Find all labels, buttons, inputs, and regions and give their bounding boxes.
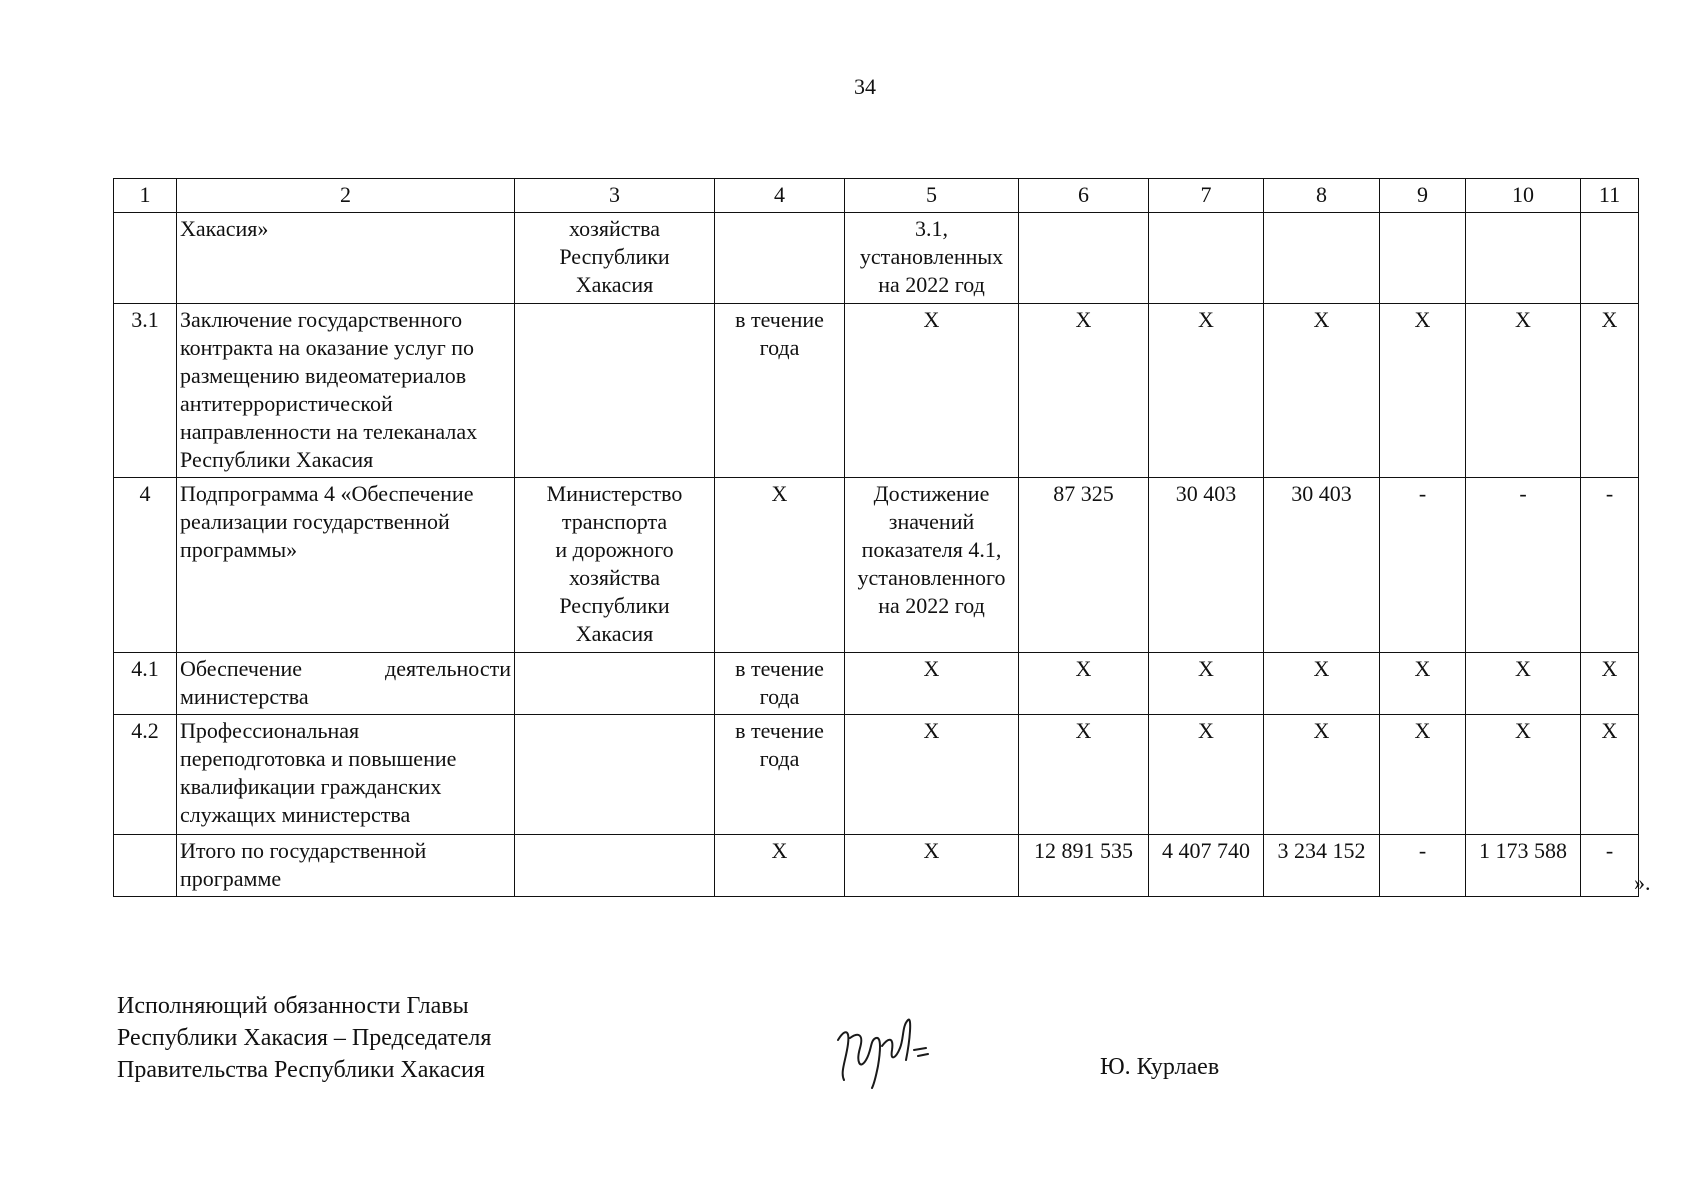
text-line: антитеррористической xyxy=(180,391,393,416)
measure-name-cell xyxy=(177,653,515,715)
text-line: на 2022 год xyxy=(878,272,985,297)
text-line: Итого по государственной xyxy=(180,838,427,863)
text-line: 3.1, xyxy=(915,216,948,241)
value-cell: Х xyxy=(1581,715,1639,835)
text-line: квалификации гражданских xyxy=(180,774,442,799)
text-line: Заключение государственного xyxy=(180,307,463,332)
text-line: года xyxy=(759,746,800,771)
row-number-cell: 4.2 xyxy=(114,715,177,835)
value-cell: - xyxy=(1466,478,1581,653)
text-word: деятельности xyxy=(385,656,511,681)
header-cell: 11 xyxy=(1581,179,1639,213)
result-cell: Х xyxy=(845,304,1019,478)
table-row xyxy=(114,715,1639,835)
text-line: Министерство xyxy=(546,481,683,506)
text-line: установленного xyxy=(857,565,1006,590)
text-line: хозяйства xyxy=(569,216,660,241)
value-cell: Х xyxy=(1380,653,1466,715)
text-line: установленных xyxy=(859,244,1004,269)
value-cell: Х xyxy=(1380,304,1466,478)
text-line: Хакасия xyxy=(575,621,654,646)
deadline-cell xyxy=(715,715,845,835)
handwritten-signature xyxy=(830,1010,940,1090)
executor-cell xyxy=(515,653,715,715)
value-cell: Х xyxy=(1019,653,1149,715)
text-line: Достижение xyxy=(873,481,990,506)
header-cell: 2 xyxy=(177,179,515,213)
signatory-title xyxy=(117,990,491,1086)
text-line: Хакасия xyxy=(575,272,654,297)
text-line: значений xyxy=(888,509,975,534)
value-cell: - xyxy=(1380,835,1466,897)
value-cell: 4 407 740 xyxy=(1149,835,1264,897)
text-line: служащих министерства xyxy=(180,802,411,827)
header-cell: 4 xyxy=(715,179,845,213)
result-cell: Х xyxy=(845,835,1019,897)
deadline-cell xyxy=(715,213,845,304)
text-line: показателя 4.1, xyxy=(861,537,1002,562)
value-cell: - xyxy=(1380,478,1466,653)
text-line: переподготовка и повышение xyxy=(180,746,457,771)
measure-name-cell xyxy=(177,304,515,478)
row-number-cell xyxy=(114,213,177,304)
value-cell: 30 403 xyxy=(1149,478,1264,653)
value-cell xyxy=(1581,213,1639,304)
value-cell: Х xyxy=(1149,653,1264,715)
executor-cell xyxy=(515,304,715,478)
value-cell: Х xyxy=(1264,304,1380,478)
value-cell: Х xyxy=(1466,304,1581,478)
measure-name-cell xyxy=(177,835,515,897)
deadline-cell xyxy=(715,304,845,478)
text-line: Профессиональная xyxy=(180,718,360,743)
value-cell: Х xyxy=(1581,653,1639,715)
result-cell: Х xyxy=(845,715,1019,835)
table-header-row xyxy=(114,179,1639,213)
header-cell: 5 xyxy=(845,179,1019,213)
header-cell: 7 xyxy=(1149,179,1264,213)
value-cell xyxy=(1149,213,1264,304)
text-line: реализации государственной xyxy=(180,509,450,534)
deadline-cell xyxy=(715,653,845,715)
executor-cell xyxy=(515,835,715,897)
value-cell: Х xyxy=(1264,653,1380,715)
text-word: Обеспечение xyxy=(180,656,302,681)
text-line: Подпрограмма 4 «Обеспечение xyxy=(180,481,474,506)
text-line: Республики Хакасия xyxy=(180,447,374,472)
value-cell: Х xyxy=(1581,304,1639,478)
value-cell: Х xyxy=(1149,715,1264,835)
text-line: Республики xyxy=(559,593,670,618)
closing-quote: ». xyxy=(1634,870,1651,895)
value-cell xyxy=(1380,213,1466,304)
value-cell: 30 403 xyxy=(1264,478,1380,653)
deadline-cell: Х xyxy=(715,835,845,897)
text-line: Республики xyxy=(559,244,670,269)
text-line: в течение xyxy=(735,718,824,743)
text-line: размещению видеоматериалов xyxy=(180,363,467,388)
table-row xyxy=(114,304,1639,478)
text-line: года xyxy=(759,335,800,360)
text-line: и дорожного xyxy=(555,537,674,562)
value-cell: Х xyxy=(1019,304,1149,478)
value-cell: - xyxy=(1581,835,1639,897)
table-row xyxy=(114,478,1639,653)
row-number-cell: 4 xyxy=(114,478,177,653)
header-cell: 9 xyxy=(1380,179,1466,213)
text-line: года xyxy=(759,684,800,709)
text-line: транспорта xyxy=(561,509,668,534)
measure-name-cell: Хакасия» xyxy=(177,213,515,304)
text-line: в течение xyxy=(735,656,824,681)
signatory-title-line: Правительства Республики Хакасия xyxy=(117,1057,485,1083)
text-line: в течение xyxy=(735,307,824,332)
executor-cell xyxy=(515,715,715,835)
header-cell: 6 xyxy=(1019,179,1149,213)
value-cell: Х xyxy=(1380,715,1466,835)
value-cell: 3 234 152 xyxy=(1264,835,1380,897)
header-cell: 8 xyxy=(1264,179,1380,213)
row-number-cell xyxy=(114,835,177,897)
value-cell: Х xyxy=(1019,715,1149,835)
text-line: контракта на оказание услуг по xyxy=(180,335,475,360)
text-line: направленности на телеканалах xyxy=(180,419,478,444)
executor-cell xyxy=(515,478,715,653)
table-row xyxy=(114,213,1639,304)
text-line: программе xyxy=(180,866,282,891)
value-cell: Х xyxy=(1466,715,1581,835)
header-cell: 3 xyxy=(515,179,715,213)
value-cell: 1 173 588 xyxy=(1466,835,1581,897)
deadline-cell: Х xyxy=(715,478,845,653)
value-cell: 87 325 xyxy=(1019,478,1149,653)
table-row xyxy=(114,653,1639,715)
value-cell: Х xyxy=(1149,304,1264,478)
text-line: на 2022 год xyxy=(878,593,985,618)
result-cell xyxy=(845,213,1019,304)
value-cell: Х xyxy=(1466,653,1581,715)
result-cell: Х xyxy=(845,653,1019,715)
program-table xyxy=(113,178,1639,897)
signatory-title-line: Республики Хакасия – Председателя xyxy=(117,1025,492,1051)
header-cell: 10 xyxy=(1466,179,1581,213)
executor-cell xyxy=(515,213,715,304)
text-line: министерства xyxy=(180,684,309,709)
value-cell xyxy=(1264,213,1380,304)
value-cell: 12 891 535 xyxy=(1019,835,1149,897)
table-total-row xyxy=(114,835,1639,897)
row-number-cell: 4.1 xyxy=(114,653,177,715)
value-cell: Х xyxy=(1264,715,1380,835)
value-cell xyxy=(1019,213,1149,304)
page-number: 34 xyxy=(854,74,876,99)
row-number-cell: 3.1 xyxy=(114,304,177,478)
text-line: хозяйства xyxy=(569,565,660,590)
measure-name-cell xyxy=(177,715,515,835)
measure-name-cell xyxy=(177,478,515,653)
text-line: программы» xyxy=(180,537,298,562)
signer-name: Ю. Курлаев xyxy=(1100,1054,1220,1080)
signatory-title-line: Исполняющий обязанности Главы xyxy=(117,993,469,1019)
header-cell: 1 xyxy=(114,179,177,213)
result-cell xyxy=(845,478,1019,653)
value-cell xyxy=(1466,213,1581,304)
justified-line xyxy=(180,655,511,683)
value-cell: - xyxy=(1581,478,1639,653)
